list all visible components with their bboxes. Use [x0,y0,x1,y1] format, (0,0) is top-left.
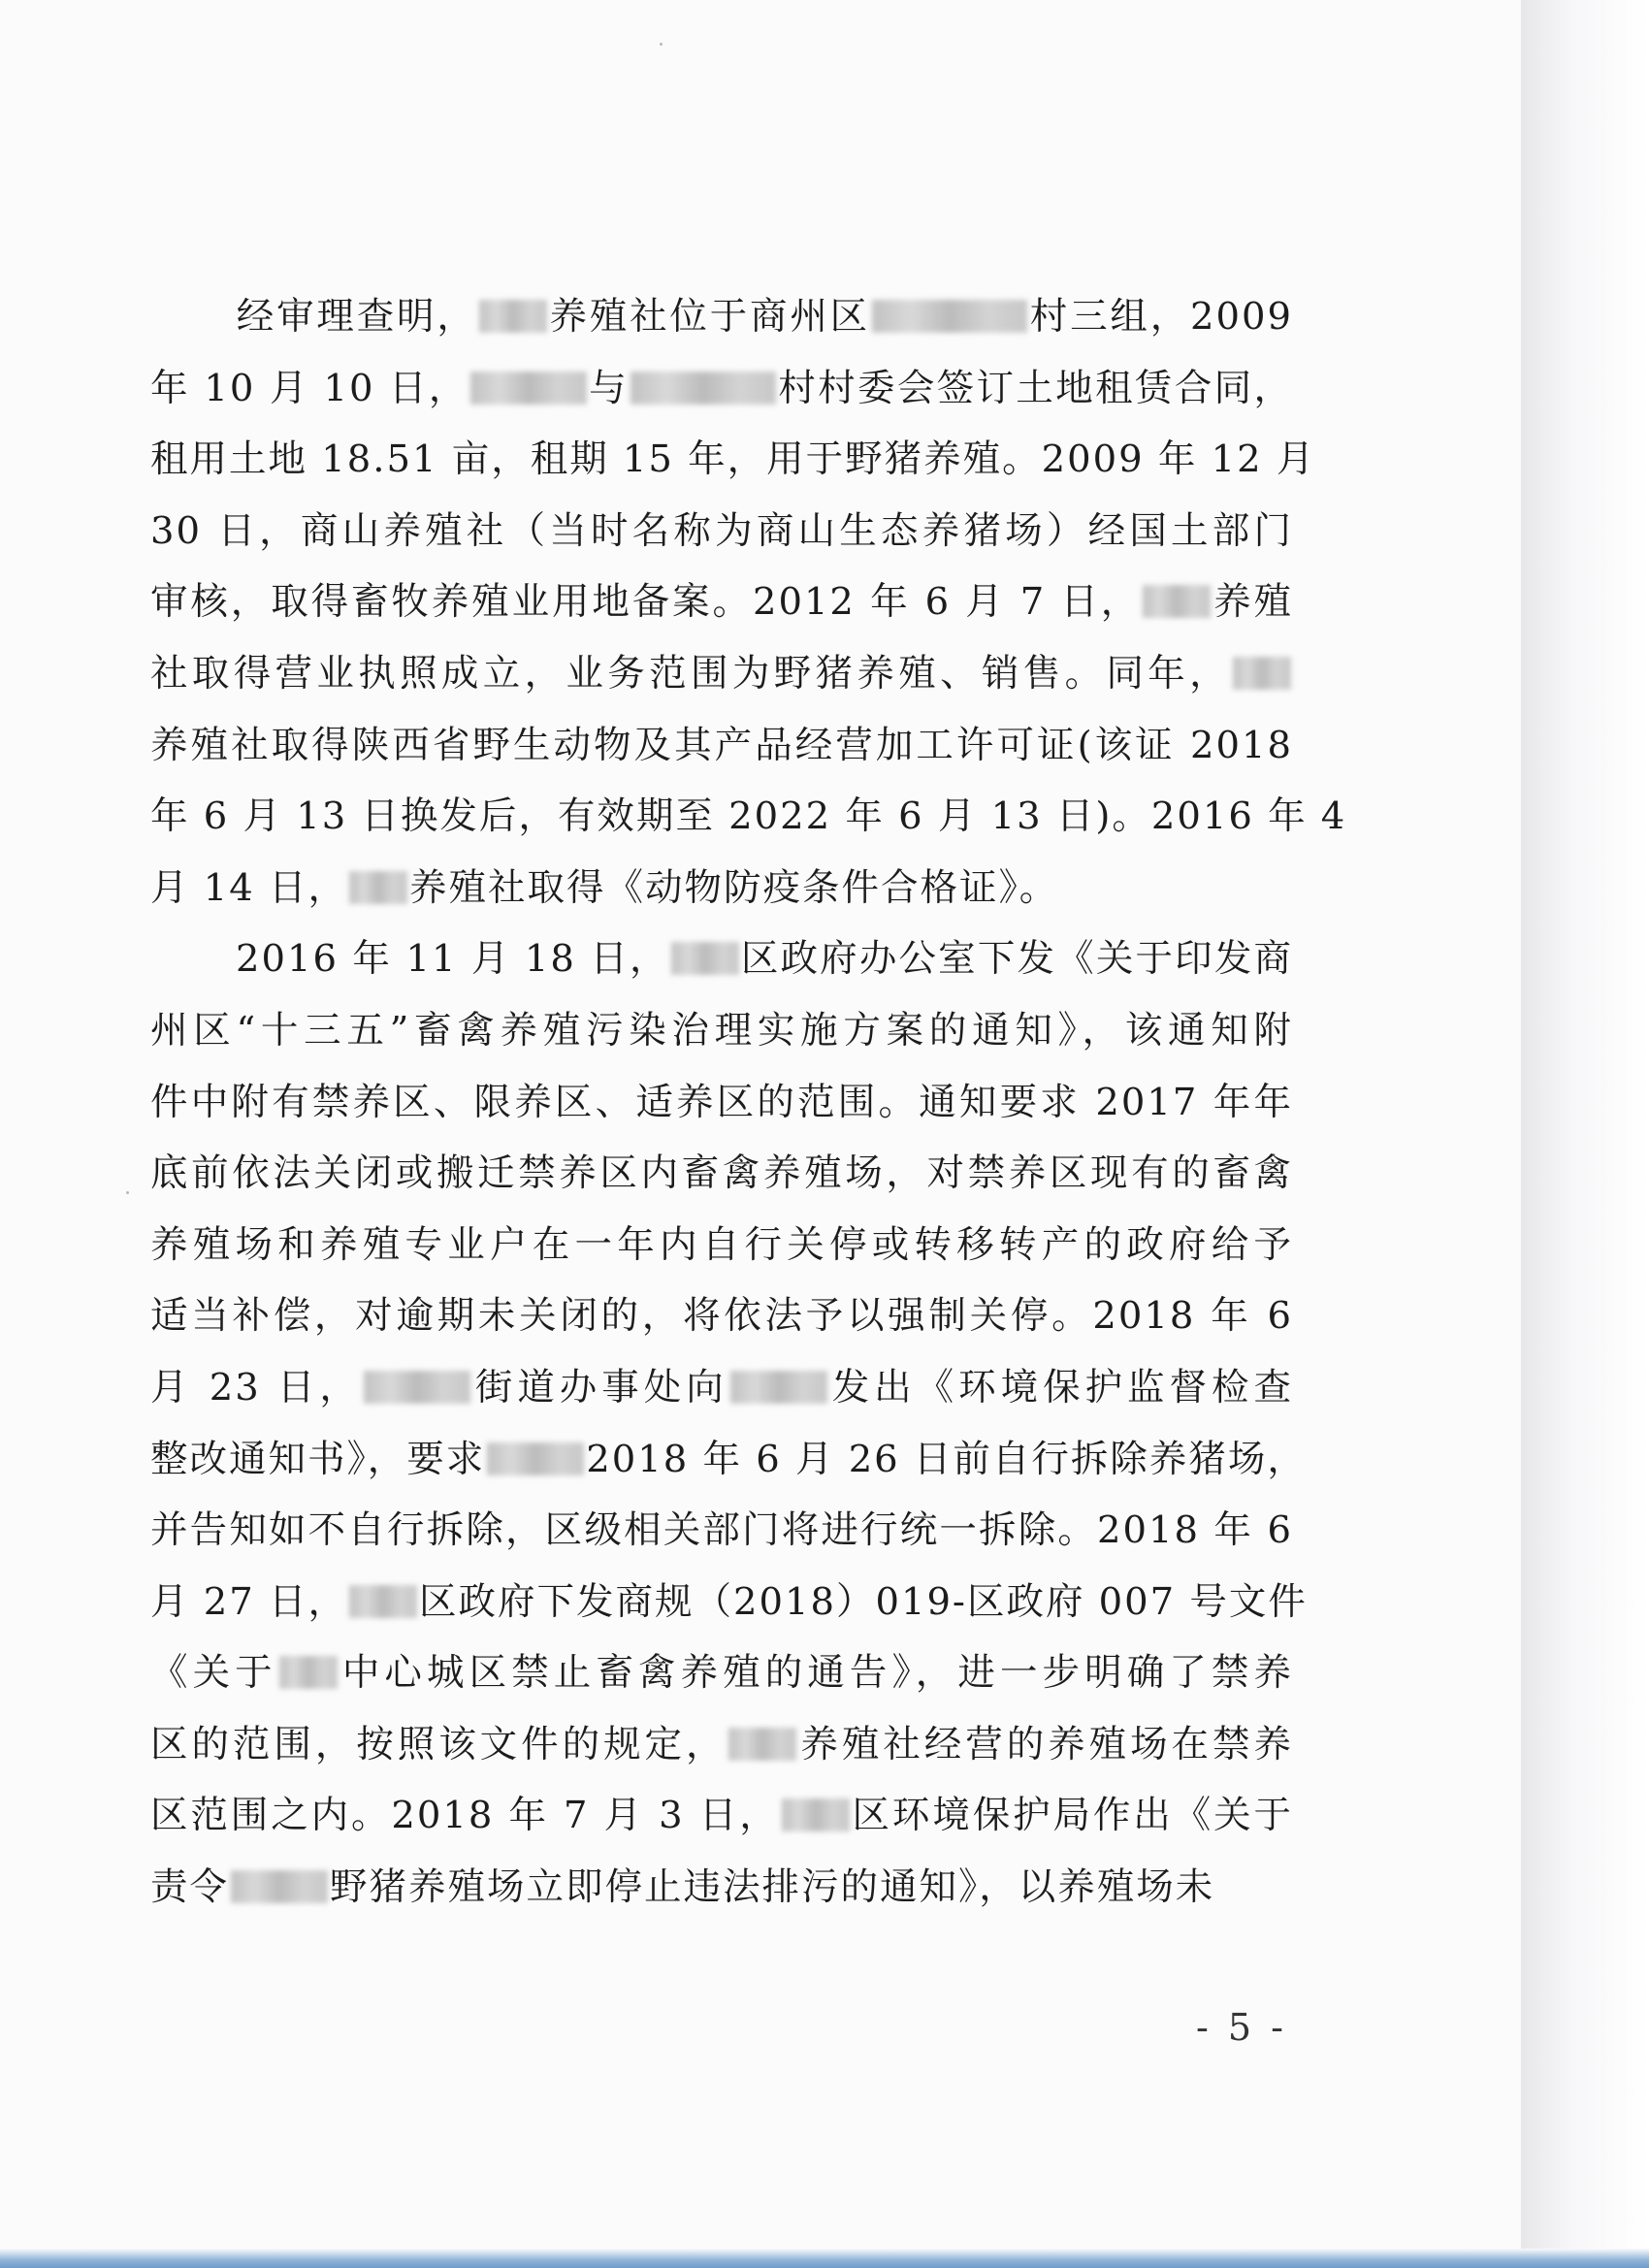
text-segment: 并告知如不自行拆除，区级相关部门将进行统一拆除。2018 年 6 [150,1508,1293,1553]
redaction-blur [728,1728,796,1761]
text-line [150,1352,1293,1424]
text-segment: 责令 [150,1865,230,1910]
text-segment: 租用土地 18.51 亩，租期 15 年，用于野猪养殖。2009 年 12 月 [150,437,1316,482]
text-segment: 中心城区禁止畜禽养殖的通告》，进一步明确了禁养 [339,1651,1293,1696]
text-segment: 底前依法关闭或搬迁禁养区内畜禽养殖场，对禁养区现有的畜禽 [150,1151,1293,1196]
text-line [150,1567,1308,1638]
text-segment: 月 27 日， [150,1579,347,1624]
text-line [150,853,1293,924]
text-line [150,1495,1293,1567]
text-line [150,923,1293,995]
text-segment: 养殖场和养殖专业户在一年内自行关停或转移转产的政府给予 [150,1222,1293,1267]
redaction-blur [730,1371,827,1404]
redaction-blur [470,372,587,405]
text-segment: 月 14 日， [150,865,347,910]
redaction-blur [1143,585,1211,618]
redaction-blur [630,372,776,405]
redaction-blur [349,871,407,904]
redaction-blur [671,942,739,975]
text-line [150,1280,1293,1352]
text-segment: 《关于 [150,1651,277,1696]
text-line [150,1424,1307,1496]
text-segment: 村三组，2009 [1028,295,1293,339]
text-segment: 村村委会签订土地租赁合同， [777,366,1293,410]
text-line [150,567,1293,638]
text-segment: 区的范围，按照该文件的规定， [150,1722,728,1766]
text-line [150,995,1293,1067]
text-line [150,1637,1293,1709]
scan-speck [126,1191,129,1194]
text-line [150,638,1293,710]
text-segment: 件中附有禁养区、限养区、适养区的范围。通知要求 2017 年年 [150,1080,1293,1124]
text-segment: 区政府下发商规（2018）019-区政府 007 号文件 [418,1579,1308,1624]
redaction-blur [487,1442,584,1475]
text-segment: 经审理查明， [236,295,477,339]
text-line [150,496,1293,567]
scan-bottom-strip [0,2249,1649,2268]
redaction-blur [231,1870,328,1903]
text-segment: 区范围之内。2018 年 7 月 3 日， [150,1794,780,1838]
text-line [150,1138,1293,1210]
text-line [150,1709,1293,1781]
redaction-blur [364,1371,470,1404]
text-line [150,1852,1293,1924]
text-segment: 年 10 月 10 日， [150,366,469,410]
text-segment: 养殖社取得陕西省野生动物及其产品经营加工许可证(该证 2018 [150,723,1293,767]
text-segment: 街道办事处向 [471,1365,728,1409]
text-line [150,1780,1293,1852]
text-segment: 野猪养殖场立即停止违法排污的通知》，以养殖场未 [330,1865,1215,1910]
redaction-blur [1233,657,1291,690]
text-line [150,281,1293,353]
text-line [150,710,1293,782]
page-number: - 5 - [1195,2006,1287,2049]
document-body [150,281,1347,1924]
text-segment: 与 [588,366,629,410]
text-segment: 区环境保护局作出《关于 [851,1794,1293,1838]
text-segment: 社取得营业执照成立，业务范围为野猪养殖、销售。同年， [150,651,1231,696]
text-segment: 审核，取得畜牧养殖业用地备案。2012 年 6 月 7 日， [150,580,1142,625]
text-segment: 2016 年 11 月 18 日， [236,937,669,982]
text-segment: 整改通知书》，要求 [150,1437,486,1481]
text-segment: 30 日，商山养殖社（当时名称为商山生态养猪场）经国土部门 [150,508,1293,553]
redaction-blur [279,1656,338,1689]
page-edge-shadow [1521,0,1649,2268]
text-segment: 州区“十三五”畜禽养殖污染治理实施方案的通知》，该通知附 [150,1008,1293,1053]
text-segment: 养殖 [1212,580,1293,625]
text-segment: 月 23 日， [150,1365,362,1409]
text-line [150,353,1293,425]
text-segment: 养殖社位于商州区 [548,295,870,339]
text-segment: 2018 年 6 月 26 日前自行拆除养猪场， [586,1437,1307,1481]
text-segment: 养殖社经营的养殖场在禁养 [798,1722,1293,1766]
text-segment: 区政府办公室下发《关于印发商 [740,937,1293,982]
scan-speck [660,43,663,46]
redaction-blur [782,1798,850,1831]
text-segment: 发出《环境保护监督检查 [828,1365,1293,1409]
redaction-blur [349,1585,417,1618]
text-line [150,1210,1293,1281]
redaction-blur [479,300,547,333]
text-line [150,424,1316,496]
text-line [150,781,1347,853]
text-line [150,1067,1293,1139]
redaction-blur [872,300,1027,333]
text-segment: 年 6 月 13 日换发后，有效期至 2022 年 6 月 13 日)。2016 年 4 [150,794,1347,839]
text-segment: 养殖社取得《动物防疫条件合格证》。 [408,865,1059,910]
text-segment: 适当补偿，对逾期未关闭的，将依法予以强制关停。2018 年 6 [150,1294,1293,1339]
